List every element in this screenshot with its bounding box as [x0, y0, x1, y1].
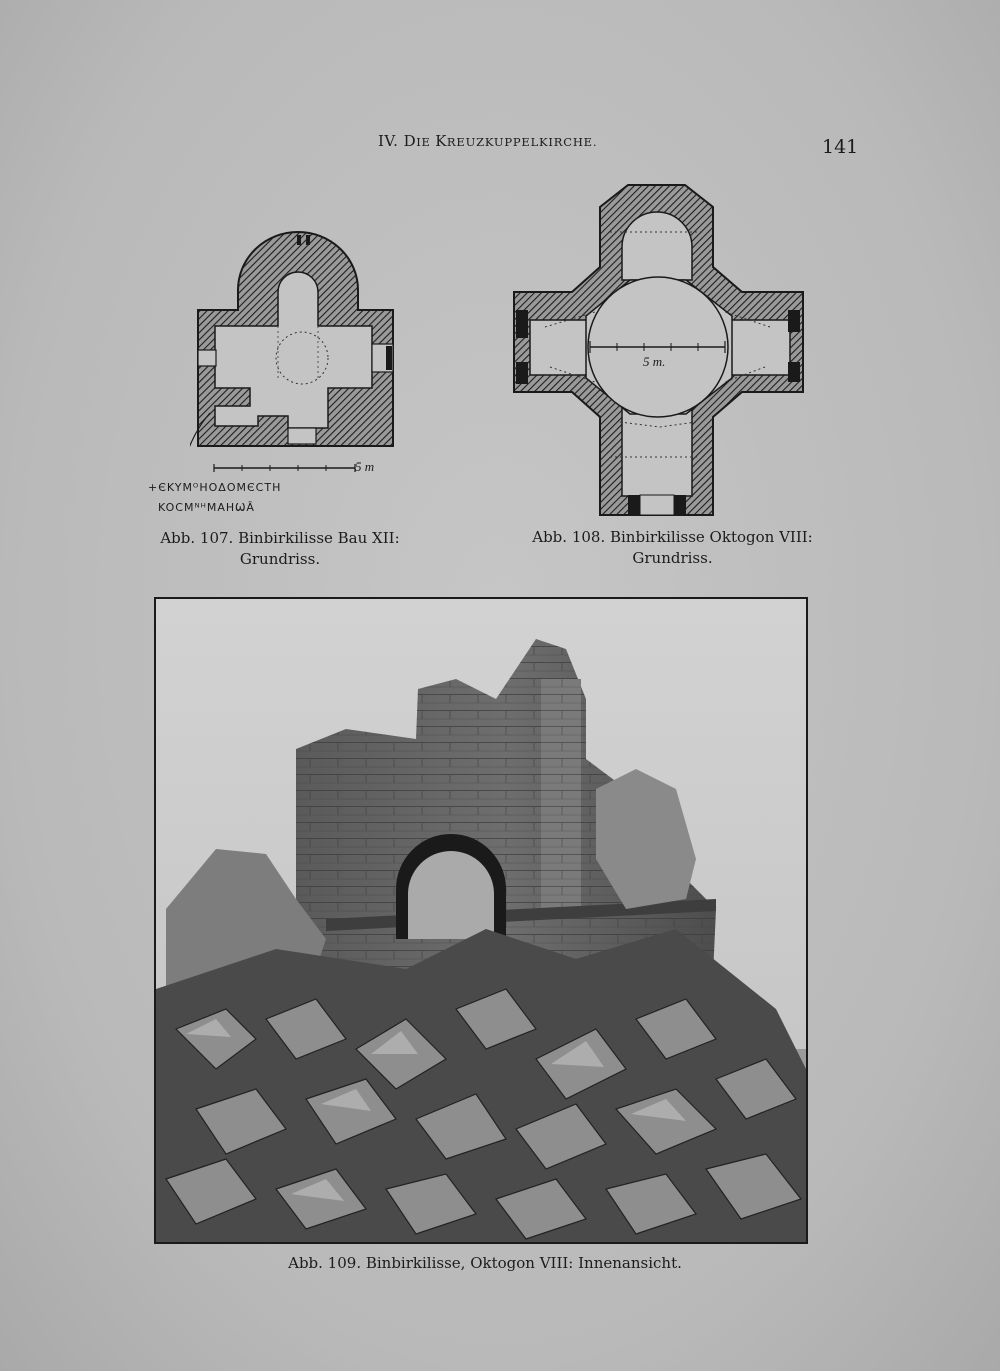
running-head-roman: IV. D: [378, 132, 417, 150]
caption-107-line-2: Grundriss.: [239, 550, 321, 568]
floor-plan-oktogon-viii-drawing: [510, 182, 810, 518]
caption-107-line-1: Abb. 107. Binbirkilisse Bau XII:: [160, 529, 400, 547]
inscription-line-1: +ЄKYMᴼHOΔOMЄCTH: [148, 481, 282, 494]
figure-109-photograph: [154, 597, 808, 1244]
inscription-107: [148, 478, 281, 518]
running-head-capital-k: K: [435, 132, 447, 150]
scale-label-108: 5 m.: [643, 354, 666, 369]
caption-109: Abb. 109. Binbirkilisse, Oktogon VIII: Innenansicht.: [288, 1254, 682, 1272]
running-head-smallcaps-1: IE: [416, 135, 436, 149]
running-head-smallcaps-2: REUZKUPPELKIRCHE.: [446, 135, 598, 149]
figure-107-floor-plan: [190, 228, 405, 457]
figure-108-floor-plan: [510, 182, 810, 522]
ruin-photograph-drawing: [156, 599, 806, 1242]
page-number: 141: [822, 136, 859, 158]
caption-107: [140, 528, 420, 570]
caption-108: [530, 527, 815, 569]
scale-bar-107: [210, 460, 360, 476]
floor-plan-bau-xii-drawing: [190, 228, 405, 453]
inscription-line-2: KOCMᴺᴴMAHѠĀ: [158, 501, 255, 514]
scale-label-107: 5 m: [355, 459, 375, 474]
caption-108-line-2: Grundriss.: [632, 549, 713, 567]
caption-108-line-1: Abb. 108. Binbirkilisse Oktogon VIII:: [532, 528, 813, 546]
running-head: [378, 132, 597, 150]
